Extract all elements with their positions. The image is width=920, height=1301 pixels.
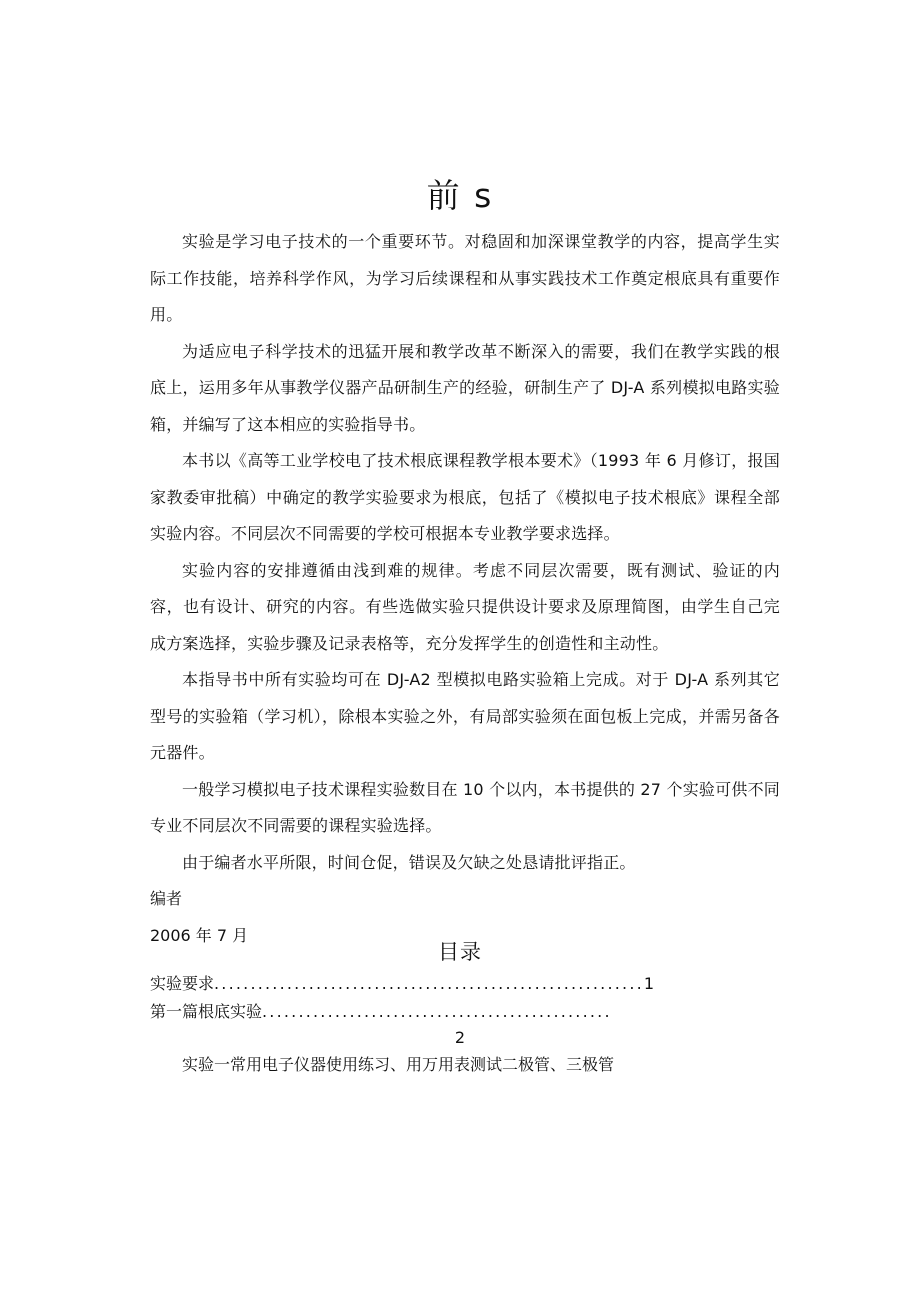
toc-entry-label: 实验要求 [150,974,215,993]
preface-paragraph-6: 一般学习模拟电子技术课程实验数目在 10 个以内，本书提供的 27 个实验可供不同专业不同层次不同需要的课程实验选择。 [150,779,780,835]
preface-paragraph-4: 实验内容的安排遵循由浅到难的规律。考虑不同层次需要，既有测试、验证的内容，也有设计、研究的内容。有些选做实验只提供设计要求及原理简图，由学生自己完成方案选择，实验步骤及记录表格等，充分发挥学生的创造性和主动性。 [150,560,780,653]
preface-paragraph-1: 实验是学习电子技术的一个重要环节。对稳固和加深课堂教学的内容，提高学生实际工作技能，培养科学作风，为学习后续课程和从事实践技术工作奠定根底具有重要作用。 [150,232,780,324]
preface-author: 编者 [150,889,183,908]
preface-paragraph-3: 本书以《高等工业学校电了技术根底课程教学根本要术》（1993 年 6 月修订，报国家教委审批稿）中确定的教学实验要求为根底，包括了《模拟电子技术根底》课程全部实验内容。不同层次不同需要的学校可根据本专业教学要求选择。 [150,451,780,543]
toc-entry-experiment-1[interactable]: 实验一常用电子仪器使用练习、用万用表测试二极管、三极管 [182,1055,615,1074]
toc-entry-label: 第一篇根底实验 [150,1002,263,1021]
preface-paragraph-2: 为适应电子科学技术的迅猛开展和教学改革不断深入的需要，我们在教学实践的根底上，运用多年从事教学仪器产品研制生产的经验，研制生产了 DJ-A 系列模拟电路实验箱，并编写了这本相应的实验指导书。 [150,341,780,434]
preface-date: 2006 年 7 月 [150,925,249,945]
toc-leader-dots: ........................................................... [214,974,644,993]
preface-paragraph-7: 由于编者水平所限，时间仓促，错误及欠缺之处恳请批评指正。 [182,852,636,872]
toc-entry-page: 1 [643,974,655,993]
preface-paragraph-5: 本指导书中所有实验均可在 DJ-A2 型模拟电路实验箱上完成。对于 DJ-A 系列其它型号的实验箱（学习机），除根本实验之外，有局部实验须在面包板上完成，并需另备各元器件。 [150,670,780,762]
toc-leader-dots: ................................................ [262,1002,612,1021]
toc-entry-requirements[interactable] [150,970,750,998]
toc-title: 目录 [438,940,482,964]
preface-title: 前 s [426,176,494,215]
preface-body [150,224,780,954]
toc-entry-basic-experiments[interactable] [150,998,750,1026]
toc-entry-page: 2 [454,1028,466,1047]
